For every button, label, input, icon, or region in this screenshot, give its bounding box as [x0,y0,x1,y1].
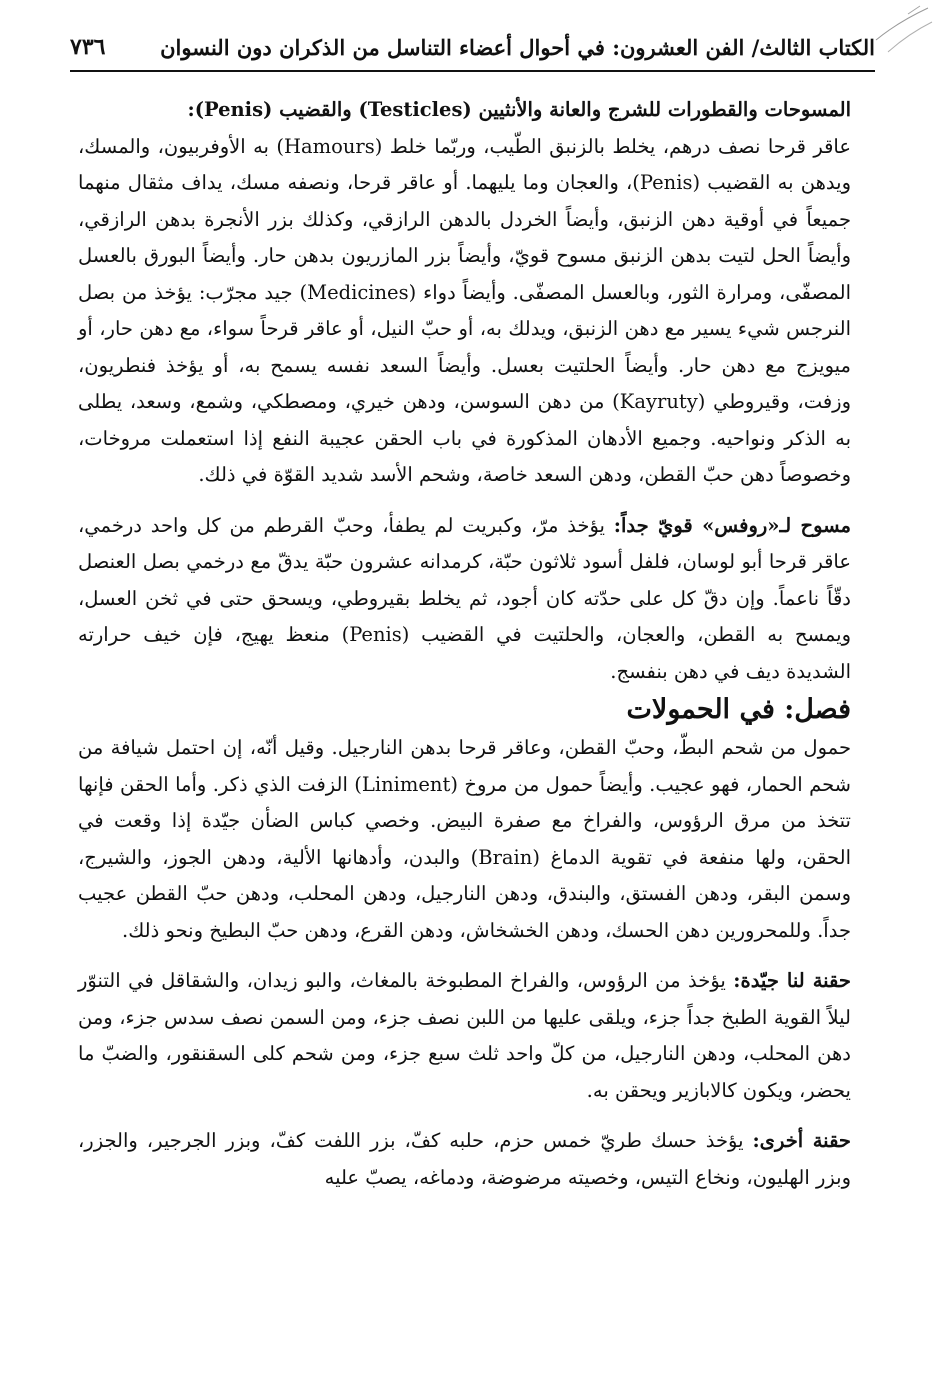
section-heading-ointments: المسوحات والقطورات للشرج والعانة والأنثيين (Testicles) والقضيب (Penis): [187,98,851,121]
paragraph-lead: حقنة لنا جيّدة: [733,969,851,992]
paragraph-lead: حقنة أخرى: [752,1129,851,1152]
paragraph-ointments: عاقر قرحا نصف درهم، يخلط بالزنبق الطّيب، وربّما خلط (Hamours) به الأوفربيون، والمسك، ويدهن به القضيب (Penis)، والعجان وما يليهما. أو عاقر قرحا، ونصفه مسك، يداف مثقال منهما جميعاً في أوقية دهن الزنبق، وأيضاً الخردل بالدهن الرازقي، وكذلك بزر الأنجرة بدهن الرازقي، وأيضاً الحل لتيت بدهن الزنبق مسوح قويّ، وأيضاً بزر المازريون بدهن حار. وأيضاً البورق بالعسل المصفّى، ومرارة الثور، وبالعسل المصفّى. وأيضاً دواء (Medicines) جيد مجرّب: يؤخذ من بصل النرجس شيء يسير مع دهن الزنبق، ويدلك به، أو حبّ النيل، أو عاقر قرحاً سواء، مع دهن حار، أو ميويزج مع دهن حار. وأيضاً الحلتيت بعسل. وأيضاً السعد نفسه يسمح به، أو يؤخذ فنطريون، وزفت، وقيروطي (Kayruty) من دهن السوسن، ودهن خيري، ومصطكي، وشمع، وسعد، يطلى به الذكر ونواحيه. وجميع الأدهان المذكورة في باب الحقن عجيبة النفع إذا استعملت مروخات، وخصوصاً دهن حبّ القطن، ودهن السعد خاصة، وشحم الأسد شديد القوّة في ذلك. [78,134,852,486]
page-number: ٧٣٦ [70,34,106,60]
paragraph-good-enema [78,963,851,1109]
section-title-suppositories: فصل: في الحمولات [626,694,851,725]
paragraph-lead: مسوح لـ«روفس» قويّ جداً: [613,513,852,537]
paragraph-text: يؤخذ حسك طريّ خمس حزم، حلبه كفّ، بزر اللفت كفّ، وبزر الجرجير، والجزر، وبزر الهليون، ونخاع التيس، وخصيته مرضوضة، ودماغه، يصبّ عليه [78,1129,851,1189]
header-title: الكتاب الثالث/ الفن العشرون: في أحوال أعضاء التناسل من الذكران دون النسوان [160,34,875,60]
paragraph-rufus-ointment [78,508,851,691]
running-header [70,26,875,68]
paragraph-text: يؤخذ من الرؤوس، والفراخ المطبوخة بالمغاث، والبو زيدان، والشقاقل في التنوّر ليلاً القوية الطبخ جداً جزء، ويلقى عليها من اللبن نصف جزء، ومن السمن نصف سدس جزء، ومن دهن المحلب، ودهن النارجيل، من كلّ واحد ثلث سبع جزء، ومن شحم كلى السقنقور، والضبّ ما يحضر، ويكون كالابازير ويحقن به. [78,969,851,1102]
header-rule [70,70,875,72]
paragraph-suppositories: حمول من شحم البطّ، وحبّ القطن، وعاقر قرحا بدهن النارجيل. وقيل أنّه، إن احتمل شيافة من شحم الحمار، فهو عجيب. وأيضاً حمول من مروخ (Liniment) الزفت الذي ذكر. وأما الحقن فإنها تتخذ من مرق الرؤوس، والفراخ مع صفرة البيض. وخصي كباس الضأن جيّدة إذا وقعت في الحقن، ولها منفعة في تقوية الدماغ (Brain) والبدن، وأدهانها الألية، ودهن الجوز، والشيرج، وسمن البقر، ودهن الفستق، والبندق، ودهن النارجيل، ودهن المحلب، ودهن حبّ القطن عجيب جداً. وللمحرورين دهن الحسك، ودهن الخشخاش، ودهن القرع، ودهن حبّ البطيخ ونحو ذلك. [78,736,851,942]
pencil-mark [868,0,935,60]
paragraph-another-enema [78,1123,851,1196]
page-body [78,92,851,1196]
paragraph-text: يؤخذ مرّ، وكبريت لم يطفأ، وحبّ القرطم من كل واحد درخمي، عاقر قرحا أبو لوسان، فلفل أسود ثلاثون حبّة، كرمدانه عشرون حبّة يدقّ مع درخمي بصل العنصل دقّاً ناعماً. وإن دقّ كل على حدّته كان أجود، ثم يخلط بقيروطي، ويسحق حتى في ثخن العسل، ويمسح به القطن، والعجان، والحلتيت في القضيب (Penis) منعظ يهيج، فإن خيف حرارته الشديدة ديف في دهن بنفسج. [78,513,852,683]
